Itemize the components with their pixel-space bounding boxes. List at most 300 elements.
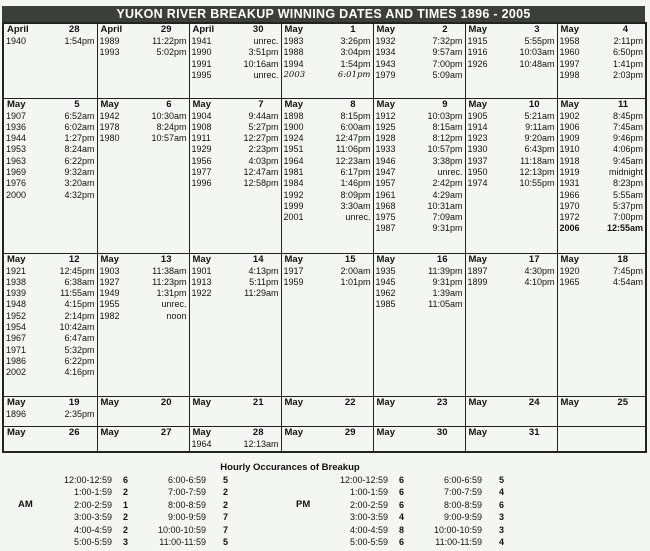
entry-time: 12:47am xyxy=(243,166,279,177)
entry-time: 1:54pm xyxy=(340,58,371,69)
entry-year: 1944 xyxy=(6,133,27,144)
day-number: 25 xyxy=(617,396,628,408)
breakup-entry xyxy=(374,133,465,144)
entry-time: 4:15pm xyxy=(64,299,95,310)
hour-count: 2 xyxy=(122,524,128,535)
entry-time: 9:44am xyxy=(248,110,279,121)
month-label: April xyxy=(100,24,123,35)
hourly-row xyxy=(318,511,504,523)
entry-time: 6:22pm xyxy=(64,155,95,166)
day-header xyxy=(190,99,281,111)
entry-year: 1909 xyxy=(559,133,580,144)
entry-time: 12:13pm xyxy=(519,166,555,177)
entry-year: 1915 xyxy=(467,36,488,46)
entry-time: 6:02am xyxy=(64,121,95,132)
entry-time: 8:24pm xyxy=(156,121,187,132)
entry-time: 5:27pm xyxy=(248,121,279,132)
entry-time: 10:48am xyxy=(519,58,555,69)
month-label: May xyxy=(100,426,119,438)
breakup-entry xyxy=(466,47,557,58)
breakup-entry xyxy=(466,167,557,178)
entry-year: 1958 xyxy=(559,36,580,46)
breakup-entry xyxy=(4,345,97,356)
entry-year: 1902 xyxy=(559,110,580,121)
month-label: May xyxy=(284,396,303,408)
entry-time: 2:03pm xyxy=(612,69,643,80)
month-label: May xyxy=(192,396,211,408)
entry-time: 10:55pm xyxy=(519,178,555,189)
entry-time: 11:06pm xyxy=(336,144,371,155)
entry-year: 1904 xyxy=(191,110,212,121)
entry-time: 12:47pm xyxy=(335,133,371,144)
entry-time: 1:46pm xyxy=(340,178,371,189)
day-number: 6 xyxy=(166,98,172,110)
day-header xyxy=(190,427,281,439)
entry-year: 1952 xyxy=(6,310,27,321)
month-label: May xyxy=(284,24,303,35)
breakup-entry xyxy=(374,201,465,212)
breakup-entry xyxy=(374,223,465,234)
breakup-entry xyxy=(4,277,97,288)
entry-year: 1896 xyxy=(6,408,27,419)
day-header xyxy=(4,427,97,439)
calendar-day-cell xyxy=(189,396,281,426)
calendar-day-cell xyxy=(189,253,281,396)
calendar-day-cell xyxy=(3,396,97,426)
breakup-entry xyxy=(282,266,373,277)
breakup-entry xyxy=(190,288,281,299)
entry-time: 11:22pm xyxy=(152,36,187,46)
calendar-week-row xyxy=(3,396,646,426)
entry-year: 1983 xyxy=(283,36,304,46)
breakup-entry xyxy=(98,122,189,133)
entry-year: 1969 xyxy=(6,166,27,177)
hour-count: 6 xyxy=(122,475,128,485)
entry-time: 2:35pm xyxy=(64,408,95,419)
day-header xyxy=(466,427,557,439)
calendar-day-cell xyxy=(97,23,189,98)
hour-count: 4 xyxy=(498,537,504,548)
month-label: May xyxy=(376,426,395,438)
entry-year: 1931 xyxy=(559,178,580,189)
entry-year: 2001 xyxy=(283,212,304,223)
hourly-row xyxy=(42,524,228,536)
entry-year: 1961 xyxy=(375,189,396,200)
entry-time: 9:46pm xyxy=(612,133,643,144)
entry-time: 5:11pm xyxy=(249,276,279,287)
entry-time: 9:11am xyxy=(525,121,555,132)
day-number: 13 xyxy=(160,253,172,265)
breakup-entry xyxy=(374,167,465,178)
entry-time: 7:00pm xyxy=(612,212,643,223)
day-header xyxy=(98,99,189,111)
hour-range: 6:00-6:59 xyxy=(443,475,482,485)
entry-year: 1991 xyxy=(191,58,212,69)
hour-count: 6 xyxy=(398,537,404,548)
breakup-entry xyxy=(282,59,373,70)
entry-year: 1965 xyxy=(559,276,580,287)
calendar-day-cell xyxy=(281,23,373,98)
hour-range: 8:00-8:59 xyxy=(443,499,482,510)
hour-range: 3:00-3:59 xyxy=(349,512,388,523)
hour-range: 5:00-5:59 xyxy=(73,537,112,548)
breakup-entry xyxy=(4,111,97,122)
day-number: 9 xyxy=(442,98,448,110)
breakup-entry xyxy=(466,133,557,144)
day-header xyxy=(98,254,189,266)
entry-year: 1989 xyxy=(99,36,120,46)
hour-range: 3:00-3:59 xyxy=(73,512,112,523)
entry-year: 1928 xyxy=(375,133,396,144)
entry-year: 1918 xyxy=(559,155,580,166)
entry-year: 1963 xyxy=(6,155,27,166)
entry-year: 1935 xyxy=(375,265,396,276)
day-number: 30 xyxy=(252,24,264,35)
entry-time: 6:50pm xyxy=(612,47,643,58)
entry-year: 1924 xyxy=(283,133,304,144)
entry-year: 1984 xyxy=(283,178,304,189)
day-header xyxy=(374,397,465,409)
entry-year: 1903 xyxy=(99,265,120,276)
entry-year: 1922 xyxy=(191,288,212,299)
day-header xyxy=(282,24,373,36)
month-label: May xyxy=(560,253,579,265)
hour-range: 2:00-2:59 xyxy=(73,499,112,510)
entry-time: 12:27pm xyxy=(243,133,279,144)
month-label: May xyxy=(468,24,487,35)
entry-year: 1981 xyxy=(283,166,304,177)
month-label: May xyxy=(560,24,579,35)
breakup-entry xyxy=(558,201,646,212)
day-header xyxy=(282,99,373,111)
entry-time: 9:31pm xyxy=(432,223,463,234)
breakup-entry xyxy=(558,223,646,234)
breakup-entry xyxy=(374,212,465,223)
entry-year: 1959 xyxy=(283,276,304,287)
entry-time: 5:55am xyxy=(612,189,643,200)
entry-year: 1974 xyxy=(467,178,488,189)
breakup-entry xyxy=(190,122,281,133)
breakup-entry xyxy=(374,111,465,122)
entry-year: 1937 xyxy=(467,155,488,166)
day-number: 21 xyxy=(252,396,264,408)
day-number: 29 xyxy=(344,426,356,438)
breakup-entry xyxy=(466,178,557,189)
day-number: 28 xyxy=(68,24,80,35)
entry-year: 1930 xyxy=(467,144,488,155)
entry-time: 5:02pm xyxy=(156,47,187,58)
entry-year: 1971 xyxy=(6,344,27,355)
hour-range: 6:00-6:59 xyxy=(167,475,206,485)
breakup-entry xyxy=(282,144,373,155)
day-header xyxy=(466,397,557,409)
breakup-entry xyxy=(558,190,646,201)
breakup-entry xyxy=(558,178,646,189)
entry-time: 8:24am xyxy=(64,144,95,155)
hourly-row xyxy=(42,499,228,511)
calendar-day-cell xyxy=(465,396,557,426)
entry-time: 1:01pm xyxy=(340,276,371,287)
entry-time: 8:45pm xyxy=(612,110,643,121)
day-header xyxy=(466,99,557,111)
breakup-entry xyxy=(282,167,373,178)
month-label: April xyxy=(192,24,215,35)
breakup-entry xyxy=(98,133,189,144)
day-number: 12 xyxy=(68,253,80,265)
hour-range: 1:00-1:59 xyxy=(73,487,112,498)
day-number: 20 xyxy=(160,396,172,408)
entry-year: 1980 xyxy=(99,133,120,144)
entry-time: 12:45pm xyxy=(59,265,95,276)
entry-year: 1932 xyxy=(375,36,396,46)
breakup-entry xyxy=(282,47,373,58)
breakup-entry xyxy=(4,409,97,420)
calendar-day-cell xyxy=(373,396,465,426)
entry-year: 1947 xyxy=(375,166,396,177)
entry-time: 9:57am xyxy=(432,47,463,58)
entry-year: 1996 xyxy=(191,178,212,189)
day-number: 24 xyxy=(528,396,540,408)
entry-time: 6:17pm xyxy=(340,166,371,177)
hourly-row xyxy=(42,474,228,486)
breakup-entry xyxy=(374,277,465,288)
month-label: May xyxy=(376,98,395,110)
breakup-entry xyxy=(466,266,557,277)
hour-range: 7:00-7:59 xyxy=(443,487,482,498)
breakup-entry xyxy=(4,156,97,167)
day-number: 28 xyxy=(252,426,264,438)
hourly-row xyxy=(318,474,504,486)
breakup-entry xyxy=(558,122,646,133)
entry-time: 8:23pm xyxy=(612,178,643,189)
calendar-day-cell xyxy=(557,396,646,426)
breakup-entry xyxy=(190,36,281,47)
breakup-entry xyxy=(98,111,189,122)
hour-count: 3 xyxy=(498,524,504,535)
entry-time: 8:09pm xyxy=(340,189,371,200)
hourly-row xyxy=(318,524,504,536)
breakup-entry xyxy=(558,47,646,58)
calendar-grid xyxy=(2,22,647,453)
entry-time: 2:11pm xyxy=(613,36,643,46)
breakup-entry xyxy=(4,299,97,310)
calendar-day-cell xyxy=(373,23,465,98)
breakup-entry xyxy=(374,178,465,189)
hour-count: 2 xyxy=(122,512,128,523)
breakup-entry xyxy=(4,333,97,344)
breakup-entry xyxy=(558,266,646,277)
hour-count: 4 xyxy=(398,512,404,523)
calendar-day-cell xyxy=(465,253,557,396)
entry-year: 1907 xyxy=(6,110,27,121)
entry-time: 7:09am xyxy=(432,212,463,223)
entry-year: 1917 xyxy=(283,265,304,276)
day-header xyxy=(558,254,646,266)
breakup-entry xyxy=(4,190,97,201)
day-number: 15 xyxy=(344,253,356,265)
day-number: 23 xyxy=(436,396,448,408)
entry-year: 1951 xyxy=(283,144,304,155)
entry-time: 12:13am xyxy=(243,438,279,449)
entry-year: 1938 xyxy=(6,276,27,287)
calendar-day-cell xyxy=(97,396,189,426)
entry-year: 1898 xyxy=(283,110,304,121)
entry-year: 1955 xyxy=(99,299,120,310)
entry-time: 10:31am xyxy=(427,200,463,211)
entry-year: 1948 xyxy=(6,299,27,310)
entry-year: 1978 xyxy=(99,121,120,132)
entry-year: 1899 xyxy=(467,276,488,287)
breakup-entry xyxy=(282,190,373,201)
breakup-entry xyxy=(466,277,557,288)
day-header xyxy=(466,254,557,266)
hour-count: 3 xyxy=(122,537,128,548)
entry-time: 11:18am xyxy=(520,155,555,166)
entry-time: midnight xyxy=(608,166,643,177)
entry-time: 9:45am xyxy=(612,155,643,166)
hour-count: 7 xyxy=(222,524,228,535)
month-label: May xyxy=(7,396,26,408)
entry-year: 1968 xyxy=(375,200,396,211)
entry-time: 4:29am xyxy=(432,189,463,200)
hourly-row xyxy=(318,499,504,511)
breakup-entry xyxy=(558,59,646,70)
entry-time: 4:32pm xyxy=(64,189,95,200)
breakup-entry xyxy=(374,144,465,155)
entry-time: 5:21am xyxy=(524,110,555,121)
month-label: May xyxy=(560,396,579,408)
breakup-entry xyxy=(4,122,97,133)
breakup-entry xyxy=(190,439,281,450)
calendar-day-cell xyxy=(3,253,97,396)
calendar-day-cell xyxy=(3,426,97,452)
entry-time: unrec. xyxy=(437,166,463,177)
day-number: 19 xyxy=(68,396,80,408)
breakup-entry xyxy=(190,144,281,155)
entry-time: 11:29am xyxy=(244,288,279,299)
day-header xyxy=(558,397,646,409)
day-header xyxy=(4,254,97,266)
breakup-entry xyxy=(190,59,281,70)
entry-time: 2:23pm xyxy=(248,144,279,155)
entry-year: 1967 xyxy=(6,333,27,344)
entry-year: 1940 xyxy=(6,36,27,46)
calendar-day-cell xyxy=(465,426,557,452)
breakup-entry xyxy=(98,311,189,322)
entry-year: 1943 xyxy=(375,58,396,69)
breakup-entry xyxy=(4,356,97,367)
entry-year: 1942 xyxy=(99,110,120,121)
day-number: 14 xyxy=(252,253,264,265)
am-hourly-table xyxy=(42,474,228,548)
hour-range: 11:00-11:59 xyxy=(159,537,206,548)
hour-range: 7:00-7:59 xyxy=(167,487,206,498)
breakup-entry xyxy=(558,277,646,288)
hour-range: 12:00-12:59 xyxy=(339,475,388,485)
entry-year: 1905 xyxy=(467,110,488,121)
entry-year: 1976 xyxy=(6,178,27,189)
calendar-day-cell xyxy=(189,23,281,98)
day-header xyxy=(190,24,281,36)
month-label: May xyxy=(376,24,395,35)
entry-time: 5:32pm xyxy=(64,344,95,355)
calendar-week-row xyxy=(3,253,646,396)
entry-time: 12:58pm xyxy=(243,178,279,189)
entry-time: 3:26pm xyxy=(340,36,371,46)
breakup-entry xyxy=(190,178,281,189)
month-label: May xyxy=(192,426,211,438)
day-number: 11 xyxy=(617,98,628,110)
day-number: 27 xyxy=(160,426,172,438)
entry-time: 7:45am xyxy=(612,121,643,132)
hour-count: 7 xyxy=(222,512,228,523)
hour-count: 5 xyxy=(498,475,504,485)
day-number: 1 xyxy=(350,24,356,35)
hourly-row xyxy=(42,511,228,523)
entry-year: 1998 xyxy=(559,69,580,80)
entry-year: 1911 xyxy=(191,133,211,144)
month-label: May xyxy=(284,253,303,265)
day-header xyxy=(190,397,281,409)
entry-year: 1990 xyxy=(191,47,212,58)
calendar-day-cell xyxy=(557,23,646,98)
breakup-entry xyxy=(374,47,465,58)
entry-year: 2000 xyxy=(6,189,27,200)
entry-time: 11:05am xyxy=(428,299,463,310)
breakup-entry xyxy=(98,47,189,58)
calendar-day-cell xyxy=(373,426,465,452)
entry-time: 11:38am xyxy=(152,265,187,276)
breakup-entry xyxy=(98,266,189,277)
day-number: 22 xyxy=(344,396,356,408)
entry-time: 11:23pm xyxy=(152,276,187,287)
hourly-row xyxy=(42,536,228,548)
entry-year: 1927 xyxy=(99,276,120,287)
breakup-entry xyxy=(466,122,557,133)
entry-year: 1975 xyxy=(375,212,396,223)
calendar-day-cell xyxy=(465,98,557,253)
day-header xyxy=(282,427,373,439)
entry-year: 1964 xyxy=(283,155,304,166)
hour-range: 4:00-4:59 xyxy=(73,524,112,535)
calendar-day-cell xyxy=(281,426,373,452)
entry-year: 1994 xyxy=(283,58,304,69)
breakup-entry xyxy=(466,36,557,47)
hour-count: 3 xyxy=(498,512,504,523)
breakup-entry xyxy=(190,111,281,122)
entry-year: 1999 xyxy=(283,200,304,211)
day-number: 18 xyxy=(617,253,628,265)
hour-range: 10:00-10:59 xyxy=(433,524,482,535)
entry-year: 1920 xyxy=(559,265,580,276)
entry-time: unrec. xyxy=(345,212,371,223)
day-number: 2 xyxy=(442,24,448,35)
entry-year: 1906 xyxy=(559,121,580,132)
am-label: AM xyxy=(18,499,33,510)
calendar-day-cell xyxy=(97,426,189,452)
calendar-day-cell xyxy=(557,98,646,253)
hour-count: 6 xyxy=(398,475,404,485)
entry-year: 1964 xyxy=(191,438,212,449)
breakup-entry xyxy=(190,47,281,58)
entry-time: 8:12pm xyxy=(432,133,463,144)
day-number: 3 xyxy=(534,24,540,35)
month-label: May xyxy=(100,253,119,265)
breakup-entry xyxy=(4,144,97,155)
entry-year: 1972 xyxy=(559,212,580,223)
entry-year: 1934 xyxy=(375,47,396,58)
day-header xyxy=(4,24,97,36)
